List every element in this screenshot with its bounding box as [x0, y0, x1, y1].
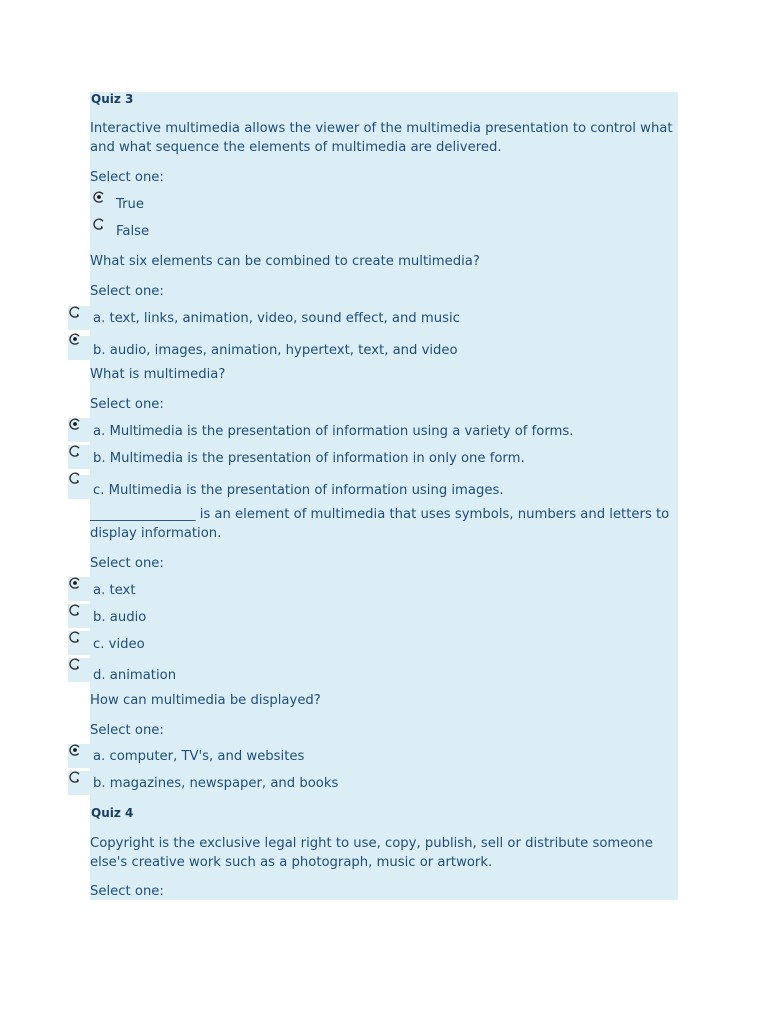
q2-prompt: Select one: — [90, 284, 164, 299]
q3-option-b-label: b. Multimedia is the presentation of information in only one form. — [93, 451, 525, 466]
q4-prompt: Select one: — [90, 556, 164, 571]
q2-option-a-label: a. text, links, animation, video, sound effect, and music — [93, 311, 460, 326]
q5-option-a-radio[interactable] — [69, 744, 81, 756]
q4-option-a-label: a. text — [93, 583, 136, 598]
q3-option-b-radio[interactable] — [69, 445, 81, 457]
q2-option-a-radio[interactable] — [69, 306, 81, 318]
q4-option-d-label: d. animation — [93, 668, 177, 683]
q4-question: ________________ is an element of multimedia that uses symbols, numbers and letters to display information. — [90, 507, 670, 541]
q3-option-a-radio[interactable] — [69, 418, 81, 430]
q4-option-c-label: c. video — [93, 637, 145, 652]
q2-option-b-label: b. audio, images, animation, hypertext, text, and video — [93, 343, 458, 358]
q3-option-a-label: a. Multimedia is the presentation of information using a variety of forms. — [93, 424, 574, 439]
q1-option-false-label: False — [116, 224, 150, 239]
q1-prompt: Select one: — [90, 170, 164, 185]
q4-option-b-label: b. audio — [93, 610, 147, 625]
q2-option-b-radio[interactable] — [69, 333, 81, 345]
q5-option-b-radio[interactable] — [69, 771, 81, 783]
q4-option-b-radio[interactable] — [69, 604, 81, 616]
q1-option-false-radio[interactable] — [93, 218, 105, 230]
q5-question: How can multimedia be displayed? — [90, 693, 321, 708]
q1-option-true-label: True — [116, 197, 145, 212]
quiz4-title: Quiz 4 — [91, 806, 134, 820]
quiz4-q1-prompt: Select one: — [90, 884, 164, 899]
q4-option-d-radio[interactable] — [69, 658, 81, 670]
q1-question: Interactive multimedia allows the viewer of the multimedia presentation to control what and what sequence the elements of multimedia are delivered. — [90, 121, 673, 155]
q5-option-a-label: a. computer, TV's, and websites — [93, 749, 305, 764]
quiz4-q1-question: Copyright is the exclusive legal right to use, copy, publish, sell or distribute someone else's creative work such as a photograph, music or artwork. — [90, 836, 653, 870]
q3-prompt: Select one: — [90, 397, 164, 412]
q4-option-a-radio[interactable] — [69, 577, 81, 589]
q2-question: What six elements can be combined to create multimedia? — [90, 254, 480, 269]
q3-option-c-label: c. Multimedia is the presentation of information using images. — [93, 483, 504, 498]
quiz3-title: Quiz 3 — [91, 92, 134, 106]
q3-question: What is multimedia? — [90, 367, 226, 382]
q5-prompt: Select one: — [90, 723, 164, 738]
q1-option-true-radio[interactable] — [93, 191, 105, 203]
q4-option-c-radio[interactable] — [69, 631, 81, 643]
q5-option-b-label: b. magazines, newspaper, and books — [93, 776, 339, 791]
q3-option-c-radio[interactable] — [69, 472, 81, 484]
